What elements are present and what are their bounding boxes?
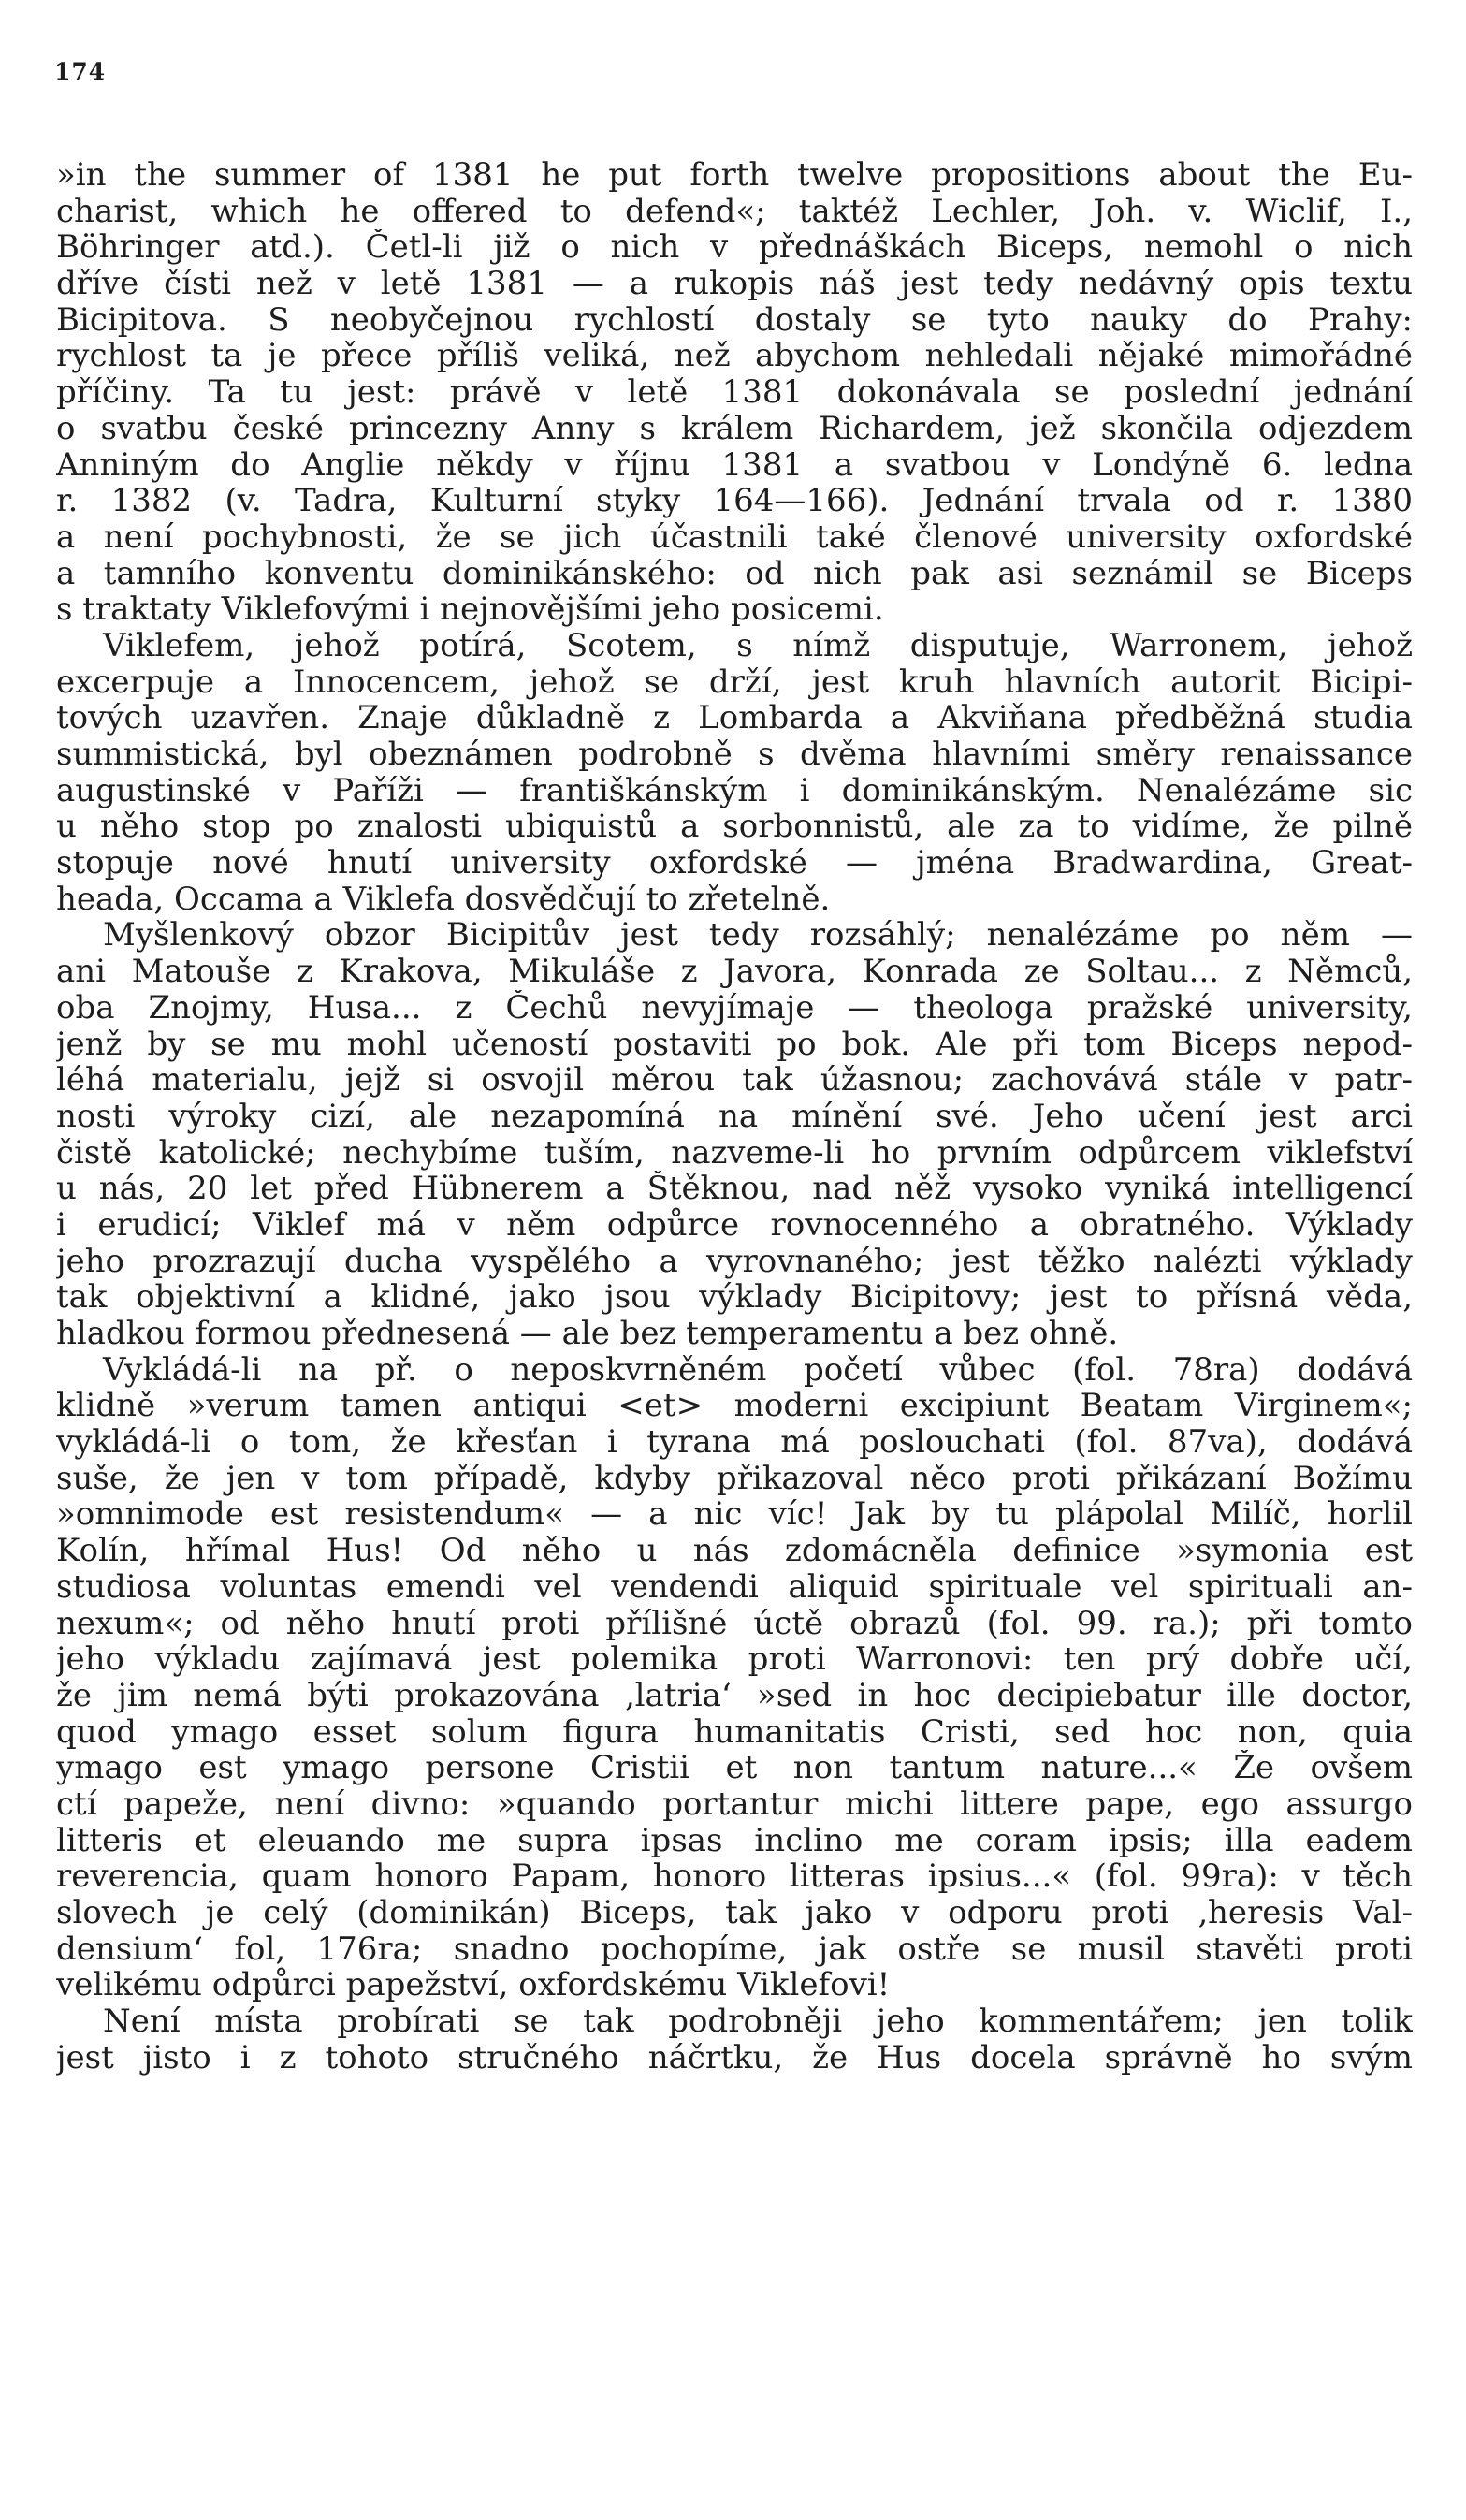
text-line: příčiny. Ta tu jest: právě v letě 1381 dokonávala se poslední jednání bbox=[56, 374, 1413, 411]
text-line: s traktaty Viklefovými i nejnovějšími jeho posicemi. bbox=[56, 591, 884, 628]
page-number: 174 bbox=[54, 58, 107, 85]
text-line: nexum«; od něho hnutí proti přílišné úctě obrazů (fol. 99. ra.); při tomto bbox=[56, 1605, 1413, 1642]
text-line: že jim nemá býti prokazována ‚latria‘ »sed in hoc decipiebatur ille doctor, bbox=[56, 1677, 1413, 1714]
text-line: Böhringer atd.). Četl-li již o nich v přednáškách Biceps, nemohl o nich bbox=[56, 229, 1413, 267]
text-line: quod ymago esset solum figura humanitatis Cristi, sed hoc non, quia bbox=[56, 1713, 1413, 1751]
text-line: rychlost ta je přece příliš veliká, než abychom nehledali nějaké mimořádné bbox=[56, 338, 1413, 375]
text-line: ymago est ymago persone Cristii et non tantum nature...« Že ovšem bbox=[56, 1750, 1413, 1786]
text-line: heada, Occama a Viklefa dosvědčují to zřetelně. bbox=[56, 881, 831, 918]
text-line: excerpuje a Innocencem, jehož se drží, jest kruh hlavních autorit Bicipi- bbox=[56, 663, 1413, 701]
text-line: Kolín, hřímal Hus! Od něho u nás zdomácněla definice »symonia est bbox=[56, 1533, 1413, 1569]
text-line: nosti výroky cizí, ale nezapomíná na mínění své. Jeho učení jest arci bbox=[56, 1098, 1413, 1135]
text-line: Anniným do Anglie někdy v říjnu 1381 a svatbou v Londýně 6. ledna bbox=[56, 446, 1413, 484]
text-line: čistě katolické; nechybíme tuším, nazveme-li ho prvním odpůrcem viklefství bbox=[56, 1134, 1413, 1172]
text-line: Bicipitova. S neobyčejnou rychlostí dostaly se tyto nauky do Prahy: bbox=[56, 301, 1413, 339]
text-line: jeho výkladu zajímavá jest polemika proti Warronovi: ten prý dobře učí, bbox=[56, 1641, 1413, 1678]
text-line: litteris et eleuando me supra ipsas inclino me coram ipsis; illa eadem bbox=[56, 1822, 1413, 1859]
body-text bbox=[56, 157, 1413, 2076]
text-line: klidně »verum tamen antiqui <et> moderni excipiunt Beatam Virginem«; bbox=[56, 1388, 1413, 1425]
text-line: u nás, 20 let před Hübnerem a Štěknou, nad něž vysoko vyniká intelligencí bbox=[56, 1171, 1413, 1207]
text-line: augustinské v Paříži — františkánským i dominikánským. Nenalézáme sic bbox=[56, 772, 1413, 809]
text-line: Viklefem, jehož potírá, Scotem, s nímž disputuje, Warronem, jehož bbox=[103, 627, 1413, 664]
text-line: u něho stop po znalosti ubiquistů a sorbonnistů, ale za to vidíme, že pilně bbox=[56, 808, 1413, 846]
text-line: dříve čísti než v letě 1381 — a rukopis náš jest tedy nedávný opis textu bbox=[56, 266, 1413, 302]
text-line: studiosa voluntas emendi vel vendendi aliquid spirituale vel spirituali an- bbox=[56, 1568, 1413, 1606]
text-line: oba Znojmy, Husa... z Čechů nevyjímaje — theologa pražské university, bbox=[56, 989, 1413, 1027]
text-line: Myšlenkový obzor Bicipitův jest tedy rozsáhlý; nenalézáme po něm — bbox=[103, 917, 1413, 954]
text-line: slovech je celý (dominikán) Biceps, tak jako v odporu proti ‚heresis Val- bbox=[56, 1895, 1413, 1931]
text-line: tových uzavřen. Znaje důkladně z Lombarda a Akviňana předběžná studia bbox=[56, 700, 1413, 736]
text-line: tak objektivní a klidné, jako jsou výklady Bicipitovy; jest to přísná věda, bbox=[56, 1279, 1413, 1316]
text-line: r. 1382 (v. Tadra, Kulturní styky 164—166). Jednání trvala od r. 1380 bbox=[56, 483, 1413, 519]
text-line: a tamního konventu dominikánského: od nich pak asi seznámil se Biceps bbox=[56, 555, 1413, 592]
text-line: jenž by se mu mohl učeností postaviti po bok. Ale při tom Biceps nepod- bbox=[56, 1026, 1413, 1063]
text-line: o svatbu české princezny Anny s králem Richardem, jež skončila odjezdem bbox=[56, 410, 1413, 447]
text-line: vykládá-li o tom, že křesťan i tyrana má poslouchati (fol. 87va), dodává bbox=[56, 1424, 1413, 1461]
text-line: a není pochybnosti, že se jich účastnili také členové university oxfordské bbox=[56, 518, 1413, 556]
text-line: Není místa probírati se tak podrobněji jeho kommentářem; jen tolik bbox=[103, 2003, 1413, 2040]
text-line: stopuje nové hnutí university oxfordské — jména Bradwardina, Great- bbox=[56, 845, 1413, 881]
text-line: »in the summer of 1381 he put forth twelve propositions about the Eu- bbox=[56, 157, 1413, 194]
text-line: hladkou formou přednesená — ale bez temperamentu a bez ohně. bbox=[56, 1316, 1119, 1352]
text-line: jeho prozrazují ducha vyspělého a vyrovnaného; jest těžko nalézti výklady bbox=[56, 1243, 1413, 1280]
text-line: »omnimode est resistendum« — a nic víc! Jak by tu plápolal Milíč, horlil bbox=[56, 1496, 1413, 1534]
text-line: Vykládá-li na př. o neposkvrněném početí vůbec (fol. 78ra) dodává bbox=[103, 1351, 1413, 1389]
text-line: charist, which he offered to defend«; taktéž Lechler, Joh. v. Wiclif, I., bbox=[56, 193, 1413, 230]
text-line: léhá materialu, jejž si osvojil měrou tak úžasnou; zachovává stále v patr- bbox=[56, 1062, 1413, 1099]
text-line: reverencia, quam honoro Papam, honoro litteras ipsius...« (fol. 99ra): v těch bbox=[56, 1858, 1413, 1895]
text-line: i erudicí; Viklef má v něm odpůrce rovnocenného a obratného. Výklady bbox=[56, 1206, 1413, 1244]
text-line: jest jisto i z tohoto stručného náčrtku, že Hus docela správně ho svým bbox=[56, 2039, 1413, 2076]
text-line: summistická, byl obeznámen podrobně s dvěma hlavními směry renaissance bbox=[56, 736, 1413, 773]
text-line: suše, že jen v tom případě, kdyby přikazoval něco proti přikázaní Božímu bbox=[56, 1460, 1413, 1497]
text-line: densium‘ fol, 176ra; snadno pochopíme, jak ostře se musil stavěti proti bbox=[56, 1930, 1413, 1968]
text-line: ctí papeže, není divno: »quando portantur michi littere pape, ego assurgo bbox=[56, 1785, 1413, 1823]
text-line: velikému odpůrci papežství, oxfordskému Viklefovi! bbox=[56, 1967, 891, 2004]
text-line: ani Matouše z Krakova, Mikuláše z Javora, Konrada ze Soltau... z Němců, bbox=[56, 954, 1413, 990]
